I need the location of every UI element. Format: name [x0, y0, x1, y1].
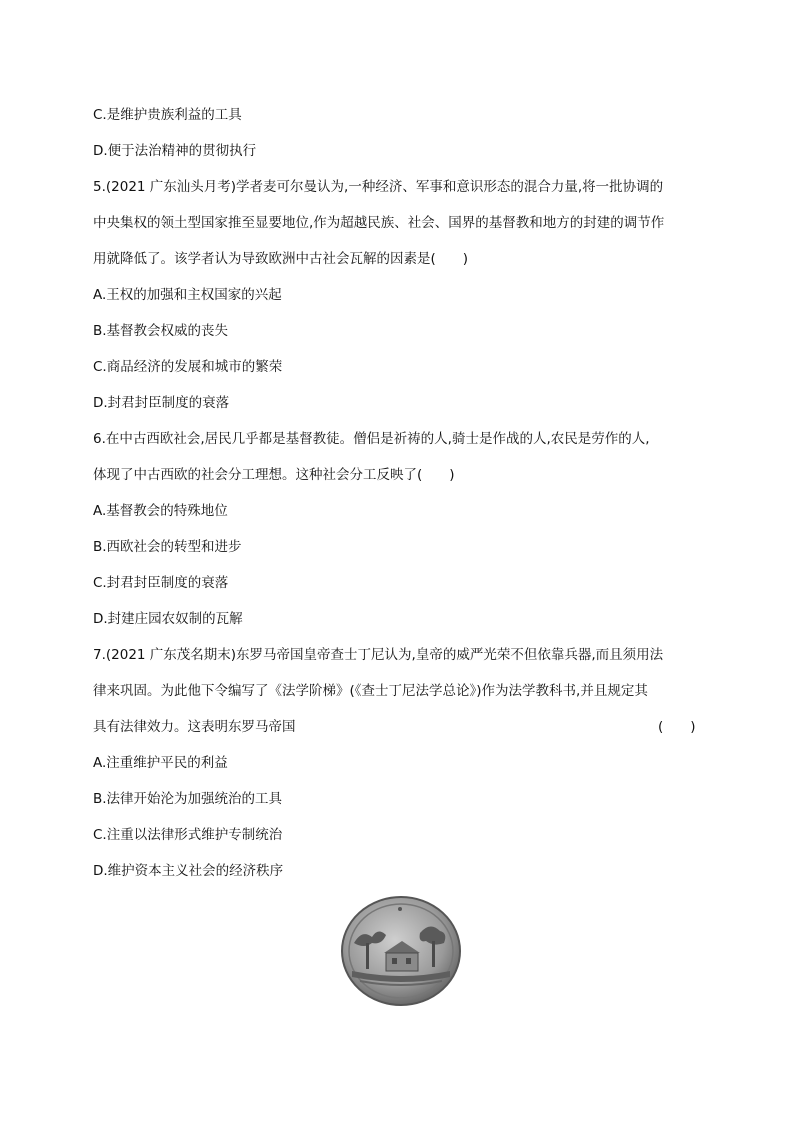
question-7-answer-blank: ( ): [658, 719, 696, 735]
question-6-option-d: D.封建庄园农奴制的瓦解: [93, 611, 243, 627]
question-7-line-2: 律来巩固。为此他下令编写了《法学阶梯》(《查士丁尼法学总论》)作为法学教科书,并且规定其: [93, 683, 648, 699]
question-5-option-a: A.王权的加强和主权国家的兴起: [93, 287, 282, 303]
question-7-line-3: 具有法律效力。这表明东罗马帝国: [93, 719, 296, 735]
question-6-option-c: C.封君封臣制度的衰落: [93, 575, 229, 591]
question-7-option-b: B.法律开始沦为加强统治的工具: [93, 791, 283, 807]
option-d-prev: D.便于法治精神的贯彻执行: [93, 143, 257, 159]
question-5-option-c: C.商品经济的发展和城市的繁荣: [93, 359, 283, 375]
question-7-option-c: C.注重以法律形式维护专制统治: [93, 827, 283, 843]
coin-image: [340, 895, 462, 1007]
question-5-line-1: 5.(2021 广东汕头月考)学者麦可尔曼认为,一种经济、军事和意识形态的混合力量,将一批协调的: [93, 179, 664, 195]
question-6-line-1: 6.在中古西欧社会,居民几乎都是基督教徒。僧侣是祈祷的人,骑士是作战的人,农民是劳作的人,: [93, 431, 650, 447]
question-5-option-d: D.封君封臣制度的衰落: [93, 395, 230, 411]
option-c-prev: C.是维护贵族利益的工具: [93, 107, 242, 123]
question-5-line-2: 中央集权的领土型国家推至显要地位,作为超越民族、社会、国界的基督教和地方的封建的调节作: [93, 215, 665, 231]
question-7-line-1: 7.(2021 广东茂名期末)东罗马帝国皇帝查士丁尼认为,皇帝的威严光荣不但依靠兵器,而且须用法: [93, 647, 664, 663]
question-7-option-d: D.维护资本主义社会的经济秩序: [93, 863, 284, 879]
question-6-option-a: A.基督教会的特殊地位: [93, 503, 228, 519]
question-6-option-b: B.西欧社会的转型和进步: [93, 539, 242, 555]
question-5-line-3: 用就降低了。该学者认为导致欧洲中古社会瓦解的因素是( ): [93, 251, 469, 267]
question-5-option-b: B.基督教会权威的丧失: [93, 323, 229, 339]
question-7-option-a: A.注重维护平民的利益: [93, 755, 228, 771]
question-6-line-2: 体现了中古西欧的社会分工理想。这种社会分工反映了( ): [93, 467, 455, 483]
